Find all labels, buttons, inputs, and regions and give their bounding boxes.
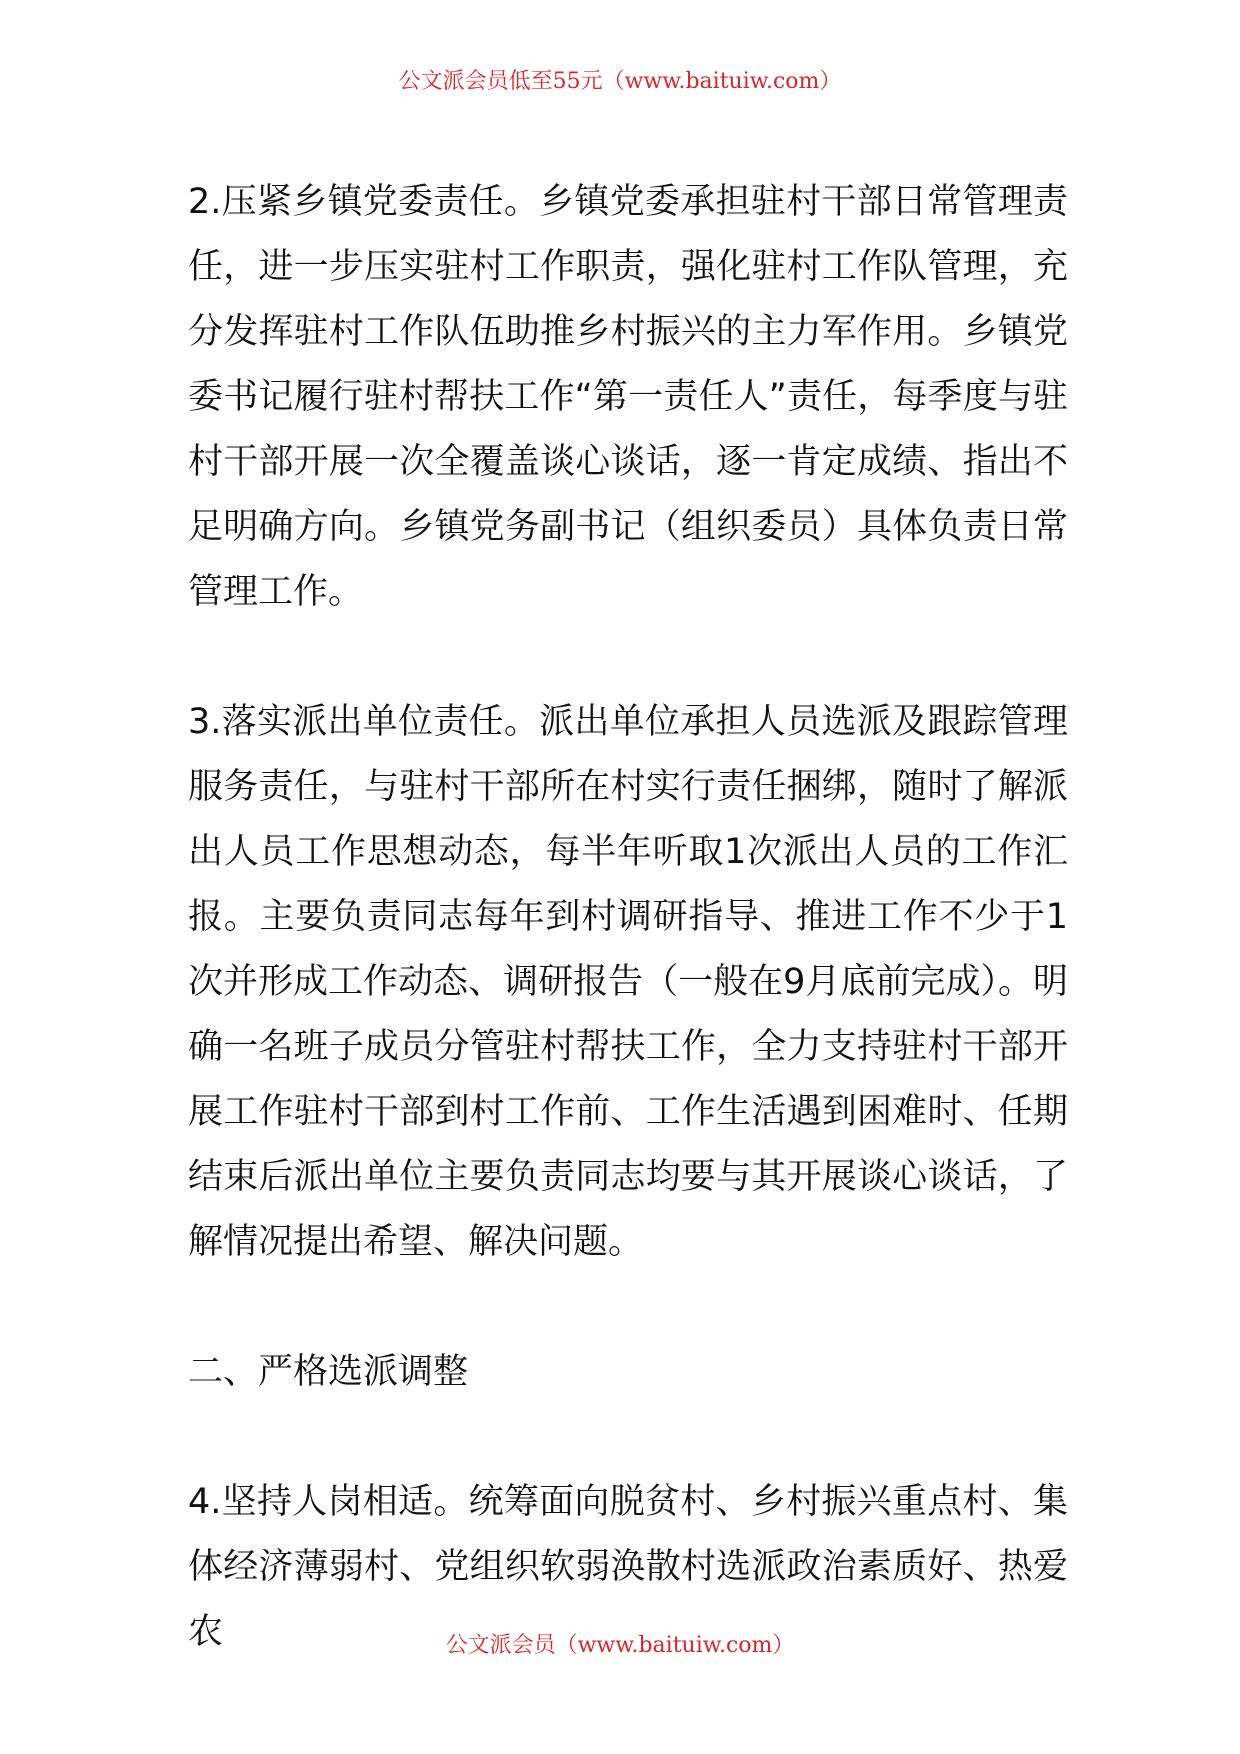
header-watermark: 公文派会员低至55元（www.baituiw.com） [398, 69, 842, 94]
section-heading: 二、严格选派调整 [188, 1352, 469, 1392]
paragraph-3: 3.落实派出单位责任。派出单位承担人员选派及跟踪管理服务责任，与驻村干部所在村实行责任捆绑，随时了解派出人员工作思想动态，每半年听取1次派出人员的工作汇报。主要负责同志每年到村调研指导、推进工作不少于1次并形成工作动态、调研报告（一般在9月底前完成）。明确一名班子成员分管驻村帮扶工作，全力支持驻村干部开展工作驻村干部到村工作前、工作生活遇到困难时、任期结束后派出单位主要负责同志均要与其开展谈心谈话，了解情况提出希望、解决问题。 [188, 702, 1068, 1262]
document-body [188, 170, 1068, 1730]
footer-watermark: 公文派会员（www.baituiw.com） [445, 1633, 795, 1658]
paragraph-4: 4.坚持人岗相适。统筹面向脱贫村、乡村振兴重点村、集体经济薄弱村、党组织软弱涣散村选派政治素质好、热爱农 [188, 1482, 1068, 1652]
paragraph-2: 2.压紧乡镇党委责任。乡镇党委承担驻村干部日常管理责任，进一步压实驻村工作职责，强化驻村工作队管理，充分发挥驻村工作队伍助推乡村振兴的主力军作用。乡镇党委书记履行驻村帮扶工作“第一责任人”责任，每季度与驻村干部开展一次全覆盖谈心谈话，逐一肯定成绩、指出不足明确方向。乡镇党务副书记（组织委员）具体负责日常管理工作。 [188, 182, 1068, 612]
